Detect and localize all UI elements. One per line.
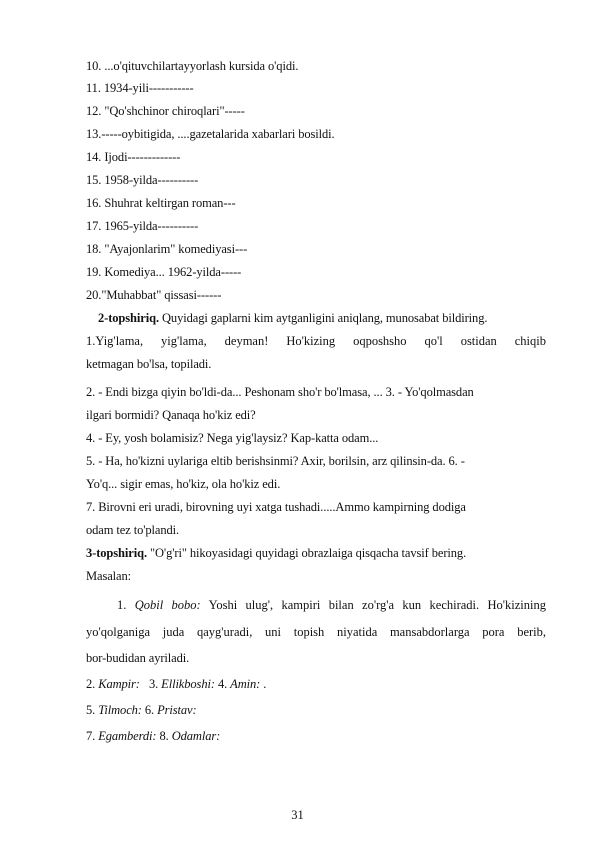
example-name: Qobil bobo: [134,598,201,612]
task2-line: 2. - Endi bizga qiyin bo'ldi-da... Peshonam sho'r bo'lmasa, ... 3. - Yo'qolmasdan [86,385,474,399]
task2-line: odam tez to'plandi. [86,523,180,537]
list-item: 10. ...o'qituvchilartayyorlash kursida o'qidi. [86,59,299,73]
list-item: 19. Komediya... 1962-yilda----- [86,265,242,279]
task2-line: Yo'q... sigir emas, ho'kiz, ola ho'kiz edi. [86,477,281,491]
masalan-label: Masalan: [86,569,132,583]
task3-text: "O'g'ri" hikoyasidagi quyidagi obrazlaiga qisqacha tavsif bering. [146,546,467,560]
list-item: 15. 1958-yilda---------- [86,173,199,187]
task3-prompt [86,545,466,561]
list-item: 18. "Ayajonlarim" komediyasi--- [86,242,248,256]
character-name: Egamberdi: [98,729,157,743]
character-name: Tilmoch: [98,703,142,717]
example-line [117,597,546,613]
example-text: Yoshi ulug', kampiri bilan zo'rg'a kun kechiradi. Ho'kizining [200,598,546,612]
list-item: 16. Shuhrat keltirgan roman--- [86,196,236,210]
character-name: Ellikboshi: [161,677,215,691]
example-number: 1. [117,598,135,612]
list-item: 20."Muhabbat" qissasi------ [86,288,222,302]
list-item: 17. 1965-yilda---------- [86,219,199,233]
character-name: Odamlar: [171,729,221,743]
list-item: 13.-----oybitigida, ....gazetalarida xabarlari bosildi. [86,127,335,141]
list-item: 12. "Qo'shchinor chiroqlari"----- [86,104,245,118]
character-row: 2. Kampir: 3. Ellikboshi: 4. Amin: . [86,677,267,691]
list-item: 14. Ijodi------------- [86,150,181,164]
character-row: 5. Tilmoch: 6. Pristav: [86,703,197,717]
character-row: 7. Egamberdi: 8. Odamlar: [86,729,221,743]
character-name: Kampir: [98,677,140,691]
task3-heading: 3-topshiriq. [86,546,147,560]
page-number: 31 [291,808,304,822]
example-line: yo'qolganiga juda qayg'uradi, uni topish niyatida mansabdorlarga pora berib, [86,625,546,639]
task2-line: 4. - Ey, yosh bolamisiz? Nega yig'laysiz? Kap-katta odam... [86,431,379,445]
task2-line: 7. Birovni eri uradi, birovning uyi xatga tushadi.....Ammo kampirning dodiga [86,500,466,514]
task2-line: 5. - Ha, ho'kizni uylariga eltib berishsinmi? Axir, borilsin, arz qilinsin-da. 6. - [86,454,465,468]
task2-text: Quyidagi gaplarni kim aytganligini aniqlang, munosabat bildiring. [158,311,488,325]
task2-heading: 2-topshiriq. [98,311,159,325]
character-name: Amin: [230,677,261,691]
task2-line: ilgari bormidi? Qanaqa ho'kiz edi? [86,408,256,422]
character-name: Pristav: [157,703,197,717]
task2-line: ketmagan bo'lsa, topiladi. [86,357,212,371]
example-line: bor-budidan ayriladi. [86,651,190,665]
task2-line: 1.Yig'lama, yig'lama, deyman! Ho'kizing oqposhsho qo'l ostidan chiqib [86,334,546,348]
task2-prompt [98,310,487,326]
list-item: 11. 1934-yili----------- [86,81,194,95]
